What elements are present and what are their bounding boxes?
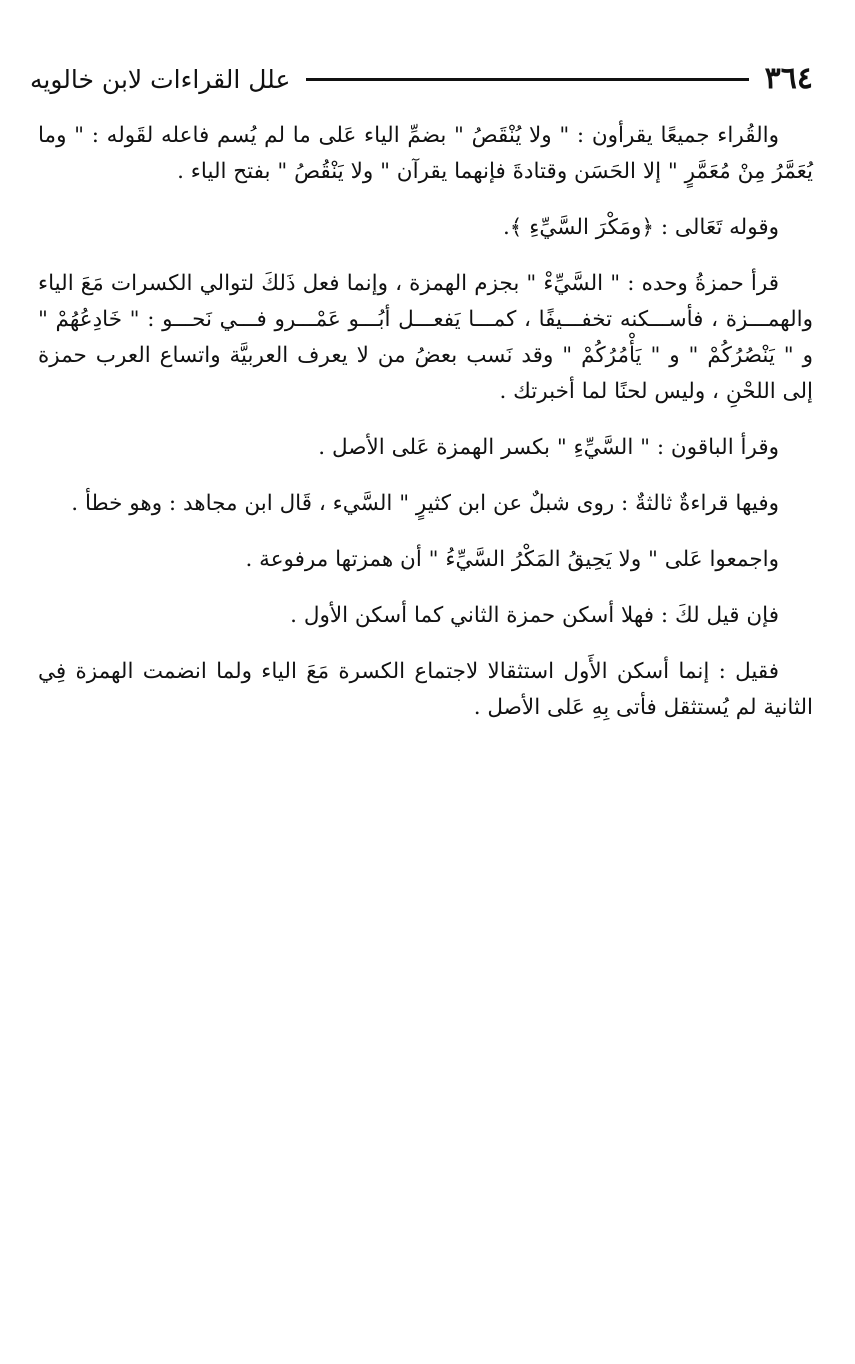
paragraph: وفيها قراءةٌ ثالثةٌ : روى شبلٌ عن ابن كثيرٍ " السَّيء ، قَال ابن مجاهد : وهو خطأ .	[71, 491, 779, 516]
page-header	[30, 56, 813, 102]
paragraph: والقُراء جميعًا يقرأون : " ولا يُنْقَصُ " بضمِّ الياء عَلى ما لم يُسم فاعله لقَوله : " وما يُعَمَّرُ مِنْ مُعَمَّرٍ " إلا الحَسَن وقتادةَ فإنهما يقرآن " ولا يَنْقُصُ " بفتح الياء .	[38, 123, 813, 184]
paragraph: قرأ حمزةُ وحده : " السَّيِّءْ " بجزم الهمزة ، وإنما فعل ذَلكَ لتوالي الكسرات مَعَ الياء والهمـــزة ، فأســـكنه تخفـــيفًا ، كمـــا يَفعـــل أبُـــو عَمْـــرو فـــي نَحـــو : " خَادِعُهُمْ " و " يَنْصُرُكُمْ " و " يَأْمُرُكُمْ " وقد نَسب بعضُ من لا يعرف العربيَّة واتساع العرب حمزة إلى اللحْنِ ، وليس لحنًا لما أخبرتك .	[38, 271, 813, 404]
paragraph: وقرأ الباقون : " السَّيِّءِ " بكسر الهمزة عَلى الأصل .	[318, 435, 779, 460]
paragraph: فقيل : إنما أسكن الأَول استثقالا لاجتماع الكسرة مَعَ الياء ولما انضمت الهمزة فِي الثانية لم يُستثقل فأتى بِهِ عَلى الأصل .	[38, 659, 813, 720]
paragraph: فإن قيل لكَ : فهلا أسكن حمزة الثاني كما أسكن الأول .	[290, 603, 779, 628]
paragraph: وقوله تَعَالى : ﴿ومَكْرَ السَّيِّءِ ﴾.	[502, 215, 779, 240]
running-title: علل القراءات لابن خالويه	[30, 64, 291, 94]
body-text	[38, 118, 813, 726]
paragraph: واجمعوا عَلى " ولا يَحِيقُ المَكْرُ السَّيِّءُ " أن همزتها مرفوعة .	[245, 547, 779, 572]
page-number: ٣٦٤	[764, 61, 813, 96]
header-rule	[306, 78, 748, 81]
